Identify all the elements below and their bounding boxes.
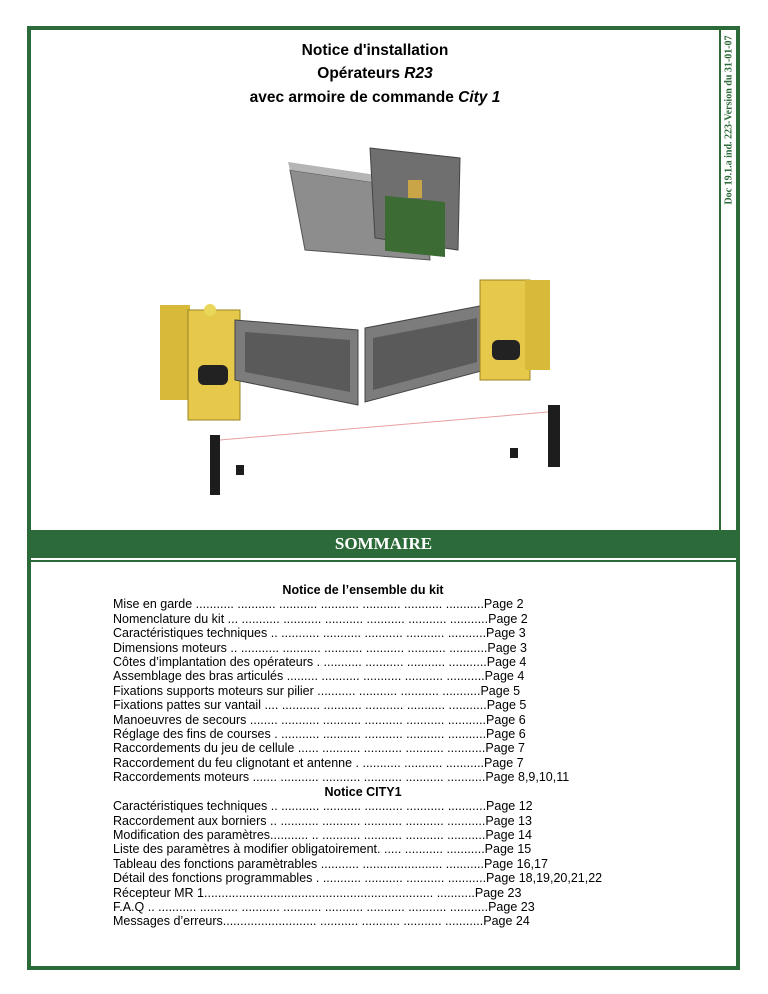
toc-entry: Détail des fonctions programmables . ........... ........... ........... ...........Page 18,19,20,21,22 bbox=[113, 871, 603, 886]
operator-model: R23 bbox=[404, 65, 433, 82]
banner-divider bbox=[31, 560, 736, 562]
toc-entry: Raccordements du jeu de cellule ...... ........... ........... ........... ...........Page 7 bbox=[113, 741, 525, 756]
toc-entry: Récepteur MR 1.................................................................. ...........Page 23 bbox=[113, 885, 522, 900]
toc-entry: Dimensions moteurs .. ........... ........... ........... ........... ........... ...........Page 3 bbox=[113, 640, 528, 655]
toc-entry: Mise en garde ........... ........... ........... ........... ........... ........... ...........Page 2 bbox=[113, 597, 524, 612]
photocell-posts-image bbox=[210, 405, 560, 495]
right-pillar-motor-image bbox=[480, 280, 550, 380]
doc-title-line2 bbox=[30, 65, 720, 83]
section-title: Notice CITY1 bbox=[324, 784, 402, 799]
toc-entry: Liste des paramètres à modifier obligatoirement. ..... ........... ...........Page 15 bbox=[113, 842, 532, 857]
toc-entry: Fixations supports moteurs sur pilier ........... ........... ........... ...........Page 5 bbox=[113, 683, 521, 698]
sommaire-banner: SOMMAIRE bbox=[31, 530, 736, 558]
document-reference: Doc 19.1.a ind. 223-Version du 31-01-07 bbox=[723, 35, 735, 205]
title-operators-label: Opérateurs bbox=[317, 65, 405, 82]
toc-entry: Modification des paramètres........... .. ........... ........... ........... ...........Page 14 bbox=[113, 827, 532, 842]
toc-entry: Côtes d’implantation des opérateurs . ........... ........... ........... ...........Page 4 bbox=[113, 655, 527, 670]
left-gate-image bbox=[235, 320, 358, 405]
toc-entry: F.A.Q .. ........... ........... ........... ........... ........... ........... ........... ...........Page 23 bbox=[113, 899, 535, 914]
left-pillar-motor-image bbox=[160, 304, 240, 420]
toc-entry: Caractéristiques techniques .. ........... ........... ........... ........... ...........Page 12 bbox=[113, 799, 533, 814]
toc-entry: Messages d’erreurs........................... ........... ........... ........... ...........Page 24 bbox=[113, 914, 530, 929]
toc-entry: Assemblage des bras articulés ......... ........... ........... ........... ...........Page 4 bbox=[113, 669, 525, 684]
toc-entry: Raccordement du feu clignotant et antenne . ........... ........... ...........Page 7 bbox=[113, 755, 524, 770]
doc-title-line1: Notice d'installation bbox=[301, 42, 449, 59]
toc-entry: Tableau des fonctions paramètrables ........... ....................... ...........Page 16,17 bbox=[113, 856, 548, 871]
section-title: Notice de l’ensemble du kit bbox=[282, 583, 444, 597]
toc-entry: Raccordement aux borniers .. ........... ........... ........... ........... ...........Page 13 bbox=[113, 813, 532, 828]
cabinet-model: City 1 bbox=[458, 89, 501, 106]
toc-entry: Fixations pattes sur vantail .... ........... ........... ........... ........... ...........Page 5 bbox=[113, 698, 527, 713]
toc-entry: Raccordements moteurs ....... ........... ........... ........... ........... ...........Page 8,9,10,11 bbox=[113, 770, 570, 785]
product-illustration bbox=[140, 140, 580, 520]
title-cabinet-label: avec armoire de commande bbox=[249, 89, 459, 106]
control-box-image bbox=[288, 148, 460, 260]
table-of-contents bbox=[113, 583, 673, 929]
doc-title-line3 bbox=[30, 89, 720, 107]
toc-entry: Réglage des fins de courses . ........... ........... ........... ........... ...........Page 6 bbox=[113, 727, 526, 742]
right-gate-image bbox=[365, 305, 485, 402]
toc-entry: Caractéristiques techniques .. ........... ........... ........... ........... ...........Page 3 bbox=[113, 626, 526, 641]
toc-entry: Manoeuvres de secours ........ ........... ........... ........... ........... ...........Page 6 bbox=[113, 712, 526, 727]
toc-entry: Nomenclature du kit ... ........... ........... ........... ........... ........... ...........Page 2 bbox=[113, 611, 528, 626]
